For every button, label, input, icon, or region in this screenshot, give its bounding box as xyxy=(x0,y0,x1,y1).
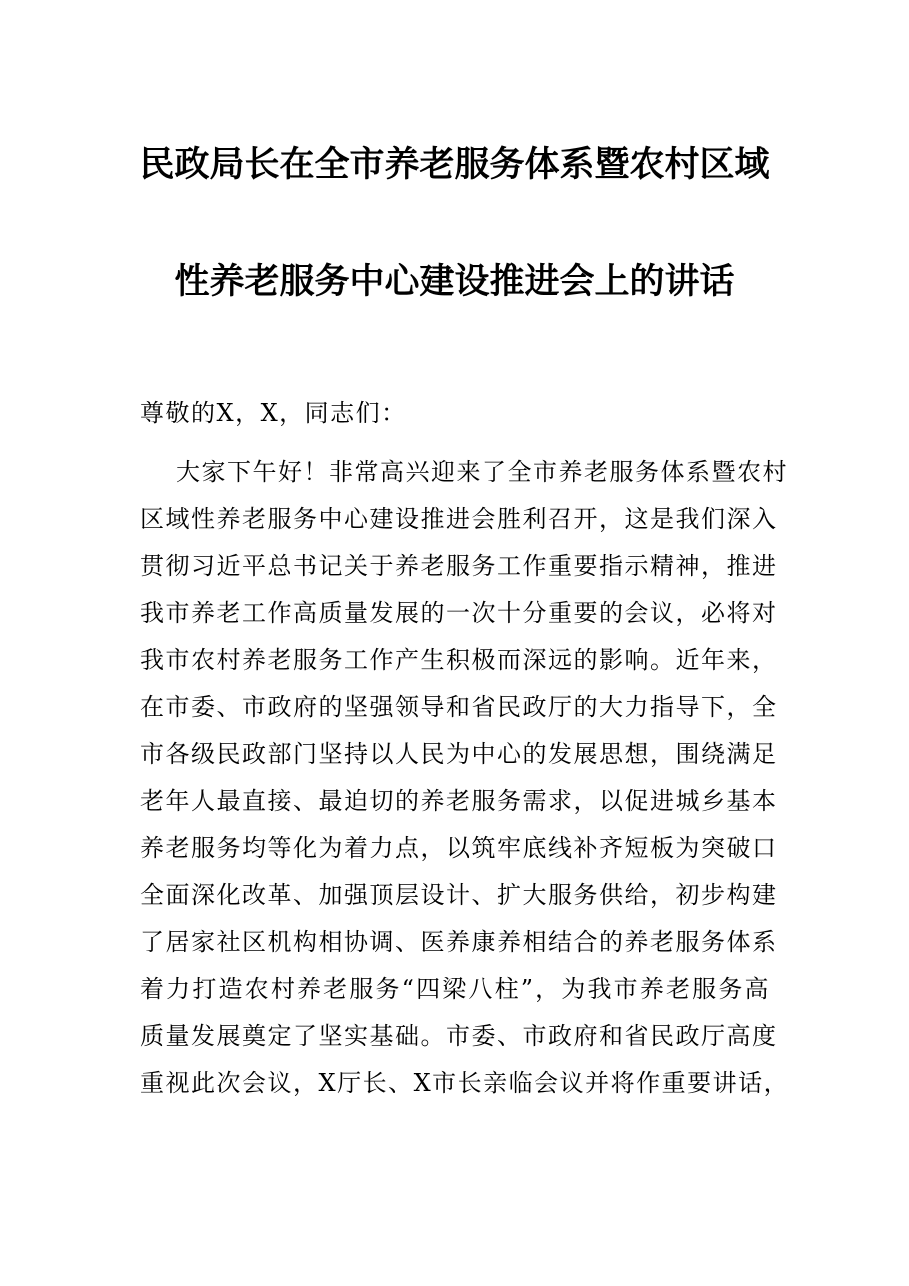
paragraph-line: 贯彻习近平总书记关于养老服务工作重要指示精神，推进 xyxy=(140,552,778,580)
paragraph-line: 我市养老工作高质量发展的一次十分重要的会议，必将对 xyxy=(140,599,778,627)
paragraph-line: 重视此次会议，X厅长、X市长亲临会议并将作重要讲话， xyxy=(140,1069,790,1097)
paragraph-line: 老年人最直接、最迫切的养老服务需求，以促进城乡基本 xyxy=(140,787,778,815)
salutation: 尊敬的X，X，同志们： xyxy=(140,399,407,427)
paragraph-line: 养老服务均等化为着力点，以筑牢底线补齐短板为突破口 xyxy=(140,834,778,862)
paragraph-line: 我市农村养老服务工作产生积极而深远的影响。近年来， xyxy=(140,646,778,674)
paragraph-line: 区域性养老服务中心建设推进会胜利召开，这是我们深入 xyxy=(140,505,778,533)
paragraph-line: 质量发展奠定了坚实基础。市委、市政府和省民政厅高度 xyxy=(140,1022,778,1050)
paragraph-line: 大家下午好！非常高兴迎来了全市养老服务体系暨农村 xyxy=(176,458,788,486)
paragraph-line: 全面深化改革、加强顶层设计、扩大服务供给，初步构建 xyxy=(140,881,778,909)
body-paragraph xyxy=(140,455,790,1113)
paragraph-line: 了居家社区机构相协调、医养康养相结合的养老服务体系 xyxy=(140,928,778,956)
paragraph-line: 着力打造农村养老服务“四梁八柱”，为我市养老服务高 xyxy=(140,975,770,1003)
document-title-line-2: 性养老服务中心建设推进会上的讲话 xyxy=(174,261,735,302)
document-title-line-1: 民政局长在全市养老服务体系暨农村区域 xyxy=(139,144,770,185)
paragraph-line: 市各级民政部门坚持以人民为中心的发展思想，围绕满足 xyxy=(140,740,778,768)
paragraph-line: 在市委、市政府的坚强领导和省民政厅的大力指导下，全 xyxy=(140,693,778,721)
